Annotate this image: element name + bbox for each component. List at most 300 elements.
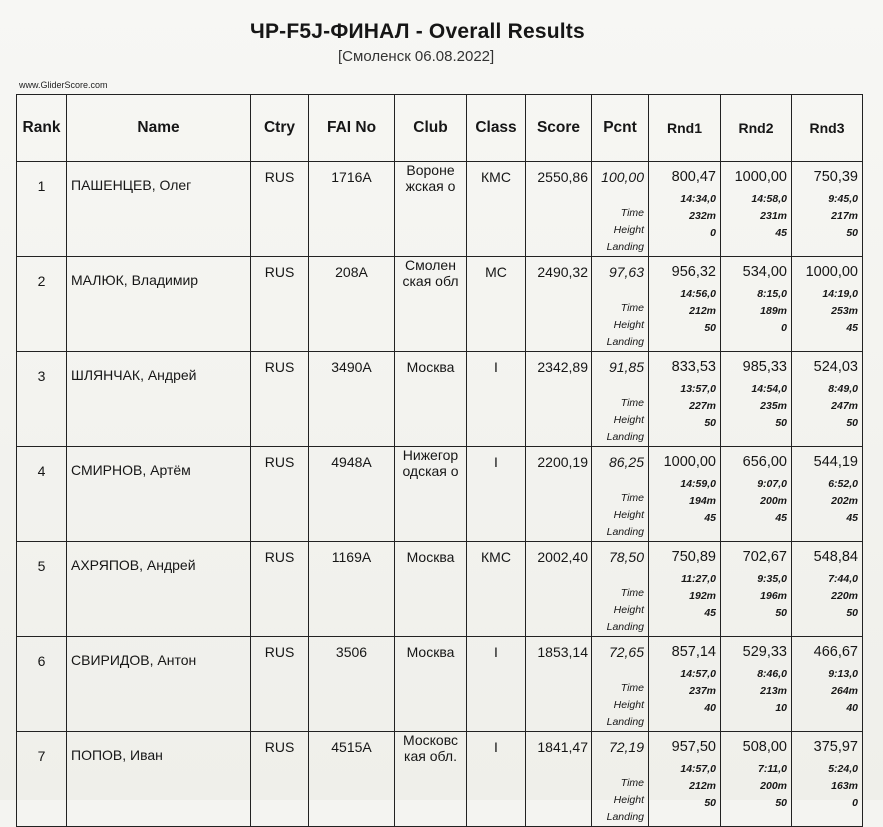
table-row <box>17 257 863 352</box>
club-line: Смолен <box>405 257 456 273</box>
rank-cell <box>17 542 67 637</box>
percent-value: 72,65 <box>608 644 644 660</box>
round-height: 237m <box>689 685 716 697</box>
round-landing: 45 <box>846 512 858 524</box>
class-cell <box>467 257 526 352</box>
club-value <box>395 162 466 194</box>
fai-cell <box>309 257 395 352</box>
name-cell <box>67 732 251 827</box>
round-time: 14:59,0 <box>680 478 716 490</box>
table-row <box>17 732 863 827</box>
round-height: 247m <box>831 400 858 412</box>
total-score: 2200,19 <box>537 454 588 470</box>
round-cell <box>649 162 721 257</box>
column-header-ctry: Ctry <box>251 95 309 162</box>
name-cell <box>67 162 251 257</box>
round-landing: 50 <box>704 322 716 334</box>
round-details <box>649 375 720 432</box>
round-time: 9:45,0 <box>828 193 858 205</box>
round-time: 14:58,0 <box>751 193 787 205</box>
round-score: 375,97 <box>813 739 858 755</box>
club-value <box>395 542 466 565</box>
pcnt-cell <box>592 542 649 637</box>
club-line: Вороне <box>406 162 455 178</box>
fai-number: 4515A <box>331 739 372 755</box>
round-cell <box>792 637 863 732</box>
column-header-rnd2: Rnd2 <box>721 95 792 162</box>
round-height: 220m <box>831 590 858 602</box>
round-time: 7:44,0 <box>828 573 858 585</box>
round-time: 14:19,0 <box>822 288 858 300</box>
round-time: 6:52,0 <box>828 478 858 490</box>
club-line: Москва <box>406 644 455 660</box>
round-score: 1000,00 <box>805 264 858 280</box>
round-time: 9:13,0 <box>828 668 858 680</box>
detail-labels <box>592 185 648 256</box>
round-landing: 45 <box>704 512 716 524</box>
round-time: 5:24,0 <box>828 763 858 775</box>
page-subtitle: [Смоленск 06.08.2022] <box>338 48 495 65</box>
detail-label: Landing <box>606 621 644 633</box>
detail-labels <box>592 470 648 541</box>
round-landing: 45 <box>846 322 858 334</box>
round-time: 14:34,0 <box>680 193 716 205</box>
class-value: КМС <box>481 169 511 185</box>
pilot-name: ПОПОВ, Иван <box>71 747 163 763</box>
class-cell <box>467 637 526 732</box>
pcnt-cell <box>592 162 649 257</box>
round-cell <box>792 447 863 542</box>
round-cell <box>649 732 721 827</box>
club-cell <box>395 732 467 827</box>
class-value: КМС <box>481 549 511 565</box>
round-landing: 0 <box>710 227 716 239</box>
round-score: 800,47 <box>671 169 716 185</box>
round-details <box>721 660 791 717</box>
round-details <box>792 375 862 432</box>
class-cell <box>467 162 526 257</box>
rank-value: 7 <box>37 748 46 764</box>
class-value: I <box>494 644 498 660</box>
round-height: 200m <box>760 780 787 792</box>
name-cell <box>67 637 251 732</box>
total-score: 1853,14 <box>537 644 588 660</box>
column-header-rank: Rank <box>17 95 67 162</box>
round-time: 14:56,0 <box>680 288 716 300</box>
round-time: 8:46,0 <box>757 668 787 680</box>
round-cell <box>721 542 792 637</box>
round-cell <box>721 352 792 447</box>
country-cell <box>251 162 309 257</box>
percent-value: 72,19 <box>608 739 644 755</box>
country-value: RUS <box>264 549 295 565</box>
round-height: 196m <box>760 590 787 602</box>
round-score: 702,67 <box>742 549 787 565</box>
pilot-name: ШЛЯНЧАК, Андрей <box>71 367 197 383</box>
round-score: 957,50 <box>671 739 716 755</box>
country-value: RUS <box>264 169 295 185</box>
round-cell <box>649 542 721 637</box>
column-header-name: Name <box>67 95 251 162</box>
round-height: 163m <box>831 780 858 792</box>
round-landing: 45 <box>775 227 787 239</box>
round-time: 8:49,0 <box>828 383 858 395</box>
round-cell <box>649 352 721 447</box>
detail-label: Height <box>613 699 644 711</box>
round-height: 202m <box>831 495 858 507</box>
round-height: 212m <box>689 780 716 792</box>
detail-label: Landing <box>606 526 644 538</box>
round-time: 13:57,0 <box>680 383 716 395</box>
fai-number: 1169A <box>331 549 372 565</box>
club-line: Московс <box>403 732 458 748</box>
round-details <box>721 470 791 527</box>
detail-label: Height <box>613 414 644 426</box>
club-value <box>395 352 466 375</box>
class-value: МС <box>485 264 507 280</box>
round-details <box>649 185 720 242</box>
round-cell <box>792 352 863 447</box>
club-line: ская обл <box>402 273 459 289</box>
page-title: ЧР-F5J-ФИНАЛ - Overall Results <box>250 20 585 43</box>
round-cell <box>792 732 863 827</box>
round-score: 534,00 <box>742 264 787 280</box>
round-details <box>721 280 791 337</box>
results-table <box>16 94 863 827</box>
pilot-name: АХРЯПОВ, Андрей <box>71 557 196 573</box>
round-landing: 45 <box>775 512 787 524</box>
round-height: 192m <box>689 590 716 602</box>
round-cell <box>649 447 721 542</box>
round-score: 956,32 <box>671 264 716 280</box>
club-line: Москва <box>406 549 455 565</box>
round-landing: 50 <box>846 417 858 429</box>
table-row <box>17 447 863 542</box>
name-cell <box>67 447 251 542</box>
round-landing: 50 <box>704 797 716 809</box>
detail-label: Height <box>613 794 644 806</box>
round-time: 14:54,0 <box>751 383 787 395</box>
score-cell <box>526 447 592 542</box>
round-score: 1000,00 <box>663 454 716 470</box>
total-score: 2002,40 <box>537 549 588 565</box>
country-cell <box>251 257 309 352</box>
fai-cell <box>309 542 395 637</box>
class-cell <box>467 352 526 447</box>
round-height: 231m <box>760 210 787 222</box>
detail-label: Time <box>620 777 644 789</box>
pcnt-cell <box>592 257 649 352</box>
fai-number: 4948A <box>331 454 372 470</box>
round-time: 9:35,0 <box>757 573 787 585</box>
rank-cell <box>17 352 67 447</box>
fai-cell <box>309 447 395 542</box>
round-time: 14:57,0 <box>680 668 716 680</box>
fai-number: 208A <box>335 264 368 280</box>
column-header-pcnt: Pcnt <box>592 95 649 162</box>
club-value <box>395 257 466 289</box>
rank-value: 1 <box>37 178 46 194</box>
round-score: 656,00 <box>742 454 787 470</box>
round-height: 264m <box>831 685 858 697</box>
round-landing: 50 <box>775 607 787 619</box>
column-header-score: Score <box>526 95 592 162</box>
total-score: 2342,89 <box>537 359 588 375</box>
detail-labels <box>592 565 648 636</box>
round-details <box>721 565 791 622</box>
round-cell <box>792 162 863 257</box>
column-header-club: Club <box>395 95 467 162</box>
column-header-rnd1: Rnd1 <box>649 95 721 162</box>
round-details <box>721 375 791 432</box>
table-header-row <box>17 95 863 162</box>
club-line: кая обл. <box>404 748 457 764</box>
table-row <box>17 352 863 447</box>
class-cell <box>467 542 526 637</box>
table-row <box>17 542 863 637</box>
class-cell <box>467 447 526 542</box>
score-cell <box>526 637 592 732</box>
total-score: 1841,47 <box>537 739 588 755</box>
pilot-name: ПАШЕНЦЕВ, Олег <box>71 177 192 193</box>
round-landing: 50 <box>846 227 858 239</box>
round-details <box>649 280 720 337</box>
detail-label: Landing <box>606 716 644 728</box>
table-row <box>17 162 863 257</box>
round-height: 213m <box>760 685 787 697</box>
detail-labels <box>592 660 648 731</box>
name-cell <box>67 257 251 352</box>
round-details <box>649 660 720 717</box>
detail-labels <box>592 280 648 351</box>
round-details <box>721 185 791 242</box>
round-landing: 0 <box>781 322 787 334</box>
round-height: 212m <box>689 305 716 317</box>
round-cell <box>721 162 792 257</box>
country-cell <box>251 732 309 827</box>
round-details <box>792 565 862 622</box>
pcnt-cell <box>592 447 649 542</box>
round-score: 544,19 <box>813 454 858 470</box>
round-landing: 0 <box>852 797 858 809</box>
fai-number: 3506 <box>335 644 368 660</box>
round-details <box>792 470 862 527</box>
detail-label: Height <box>613 224 644 236</box>
country-value: RUS <box>264 264 295 280</box>
club-line: жская о <box>405 178 456 194</box>
detail-label: Height <box>613 319 644 331</box>
round-score: 529,33 <box>742 644 787 660</box>
round-cell <box>649 637 721 732</box>
round-score: 833,53 <box>671 359 716 375</box>
detail-label: Time <box>620 492 644 504</box>
detail-labels <box>592 755 648 826</box>
round-score: 548,84 <box>813 549 858 565</box>
round-height: 217m <box>831 210 858 222</box>
fai-cell <box>309 162 395 257</box>
round-details <box>792 185 862 242</box>
round-cell <box>649 257 721 352</box>
club-cell <box>395 542 467 637</box>
score-cell <box>526 732 592 827</box>
rank-cell <box>17 447 67 542</box>
pcnt-cell <box>592 637 649 732</box>
class-value: I <box>494 359 498 375</box>
class-value: I <box>494 454 498 470</box>
round-height: 253m <box>831 305 858 317</box>
percent-value: 78,50 <box>608 549 644 565</box>
round-landing: 50 <box>704 417 716 429</box>
pcnt-cell <box>592 732 649 827</box>
round-height: 235m <box>760 400 787 412</box>
detail-label: Time <box>620 207 644 219</box>
round-time: 9:07,0 <box>757 478 787 490</box>
club-cell <box>395 257 467 352</box>
club-line: Нижегор <box>402 447 459 463</box>
column-header-rnd3: Rnd3 <box>792 95 863 162</box>
club-cell <box>395 352 467 447</box>
country-cell <box>251 542 309 637</box>
detail-label: Time <box>620 682 644 694</box>
column-header-class: Class <box>467 95 526 162</box>
round-landing: 45 <box>704 607 716 619</box>
name-cell <box>67 542 251 637</box>
round-score: 985,33 <box>742 359 787 375</box>
rank-value: 4 <box>37 463 46 479</box>
round-cell <box>721 447 792 542</box>
pilot-name: СВИРИДОВ, Антон <box>71 652 197 668</box>
round-score: 466,67 <box>813 644 858 660</box>
percent-value: 97,63 <box>608 264 644 280</box>
round-landing: 40 <box>704 702 716 714</box>
rank-value: 6 <box>37 653 46 669</box>
percent-value: 86,25 <box>608 454 644 470</box>
total-score: 2550,86 <box>537 169 588 185</box>
round-cell <box>721 257 792 352</box>
fai-cell <box>309 352 395 447</box>
round-height: 232m <box>689 210 716 222</box>
round-height: 227m <box>689 400 716 412</box>
country-value: RUS <box>264 359 295 375</box>
detail-label: Landing <box>606 431 644 443</box>
round-landing: 50 <box>775 797 787 809</box>
table-row <box>17 637 863 732</box>
fai-cell <box>309 732 395 827</box>
country-cell <box>251 637 309 732</box>
total-score: 2490,32 <box>537 264 588 280</box>
round-cell <box>721 732 792 827</box>
rank-cell <box>17 162 67 257</box>
country-value: RUS <box>264 454 295 470</box>
detail-label: Height <box>613 509 644 521</box>
club-value <box>395 732 466 764</box>
round-details <box>792 280 862 337</box>
club-value <box>395 447 466 479</box>
round-details <box>721 755 791 812</box>
rank-value: 2 <box>37 273 46 289</box>
pilot-name: СМИРНОВ, Артём <box>71 462 191 478</box>
club-value <box>395 637 466 660</box>
name-cell <box>67 352 251 447</box>
detail-label: Landing <box>606 811 644 823</box>
pilot-name: МАЛЮК, Владимир <box>71 272 199 288</box>
detail-label: Height <box>613 604 644 616</box>
score-cell <box>526 257 592 352</box>
detail-label: Time <box>620 397 644 409</box>
round-time: 7:11,0 <box>758 763 787 775</box>
round-landing: 50 <box>846 607 858 619</box>
rank-value: 5 <box>37 558 46 574</box>
round-details <box>649 755 720 812</box>
round-score: 750,89 <box>671 549 716 565</box>
class-cell <box>467 732 526 827</box>
detail-labels <box>592 375 648 446</box>
detail-label: Landing <box>606 336 644 348</box>
column-header-fai: FAI No <box>309 95 395 162</box>
fai-number: 1716A <box>331 169 372 185</box>
pcnt-cell <box>592 352 649 447</box>
round-landing: 40 <box>846 702 858 714</box>
round-score: 750,39 <box>813 169 858 185</box>
rank-value: 3 <box>37 368 46 384</box>
round-details <box>649 565 720 622</box>
club-cell <box>395 637 467 732</box>
round-time: 11:27,0 <box>681 573 716 585</box>
club-line: Москва <box>406 359 455 375</box>
club-cell <box>395 162 467 257</box>
score-cell <box>526 352 592 447</box>
country-cell <box>251 352 309 447</box>
round-details <box>792 755 862 812</box>
rank-cell <box>17 732 67 827</box>
country-value: RUS <box>264 739 295 755</box>
round-height: 200m <box>760 495 787 507</box>
score-cell <box>526 162 592 257</box>
class-value: I <box>494 739 498 755</box>
rank-cell <box>17 257 67 352</box>
round-time: 8:15,0 <box>757 288 787 300</box>
round-details <box>649 470 720 527</box>
country-value: RUS <box>264 644 295 660</box>
round-landing: 10 <box>775 702 787 714</box>
round-cell <box>721 637 792 732</box>
round-cell <box>792 542 863 637</box>
percent-value: 91,85 <box>608 359 644 375</box>
round-height: 194m <box>689 495 716 507</box>
round-score: 524,03 <box>813 359 858 375</box>
score-cell <box>526 542 592 637</box>
country-cell <box>251 447 309 542</box>
club-line: одская о <box>402 463 459 479</box>
source-url: www.GliderScore.com <box>19 80 108 90</box>
round-score: 508,00 <box>742 739 787 755</box>
detail-label: Time <box>620 587 644 599</box>
percent-value: 100,00 <box>601 169 644 185</box>
round-details <box>792 660 862 717</box>
round-landing: 50 <box>775 417 787 429</box>
round-score: 857,14 <box>671 644 716 660</box>
round-cell <box>792 257 863 352</box>
fai-cell <box>309 637 395 732</box>
fai-number: 3490A <box>331 359 372 375</box>
round-height: 189m <box>760 305 787 317</box>
detail-label: Landing <box>606 241 644 253</box>
detail-label: Time <box>620 302 644 314</box>
rank-cell <box>17 637 67 732</box>
round-score: 1000,00 <box>734 169 787 185</box>
club-cell <box>395 447 467 542</box>
round-time: 14:57,0 <box>680 763 716 775</box>
